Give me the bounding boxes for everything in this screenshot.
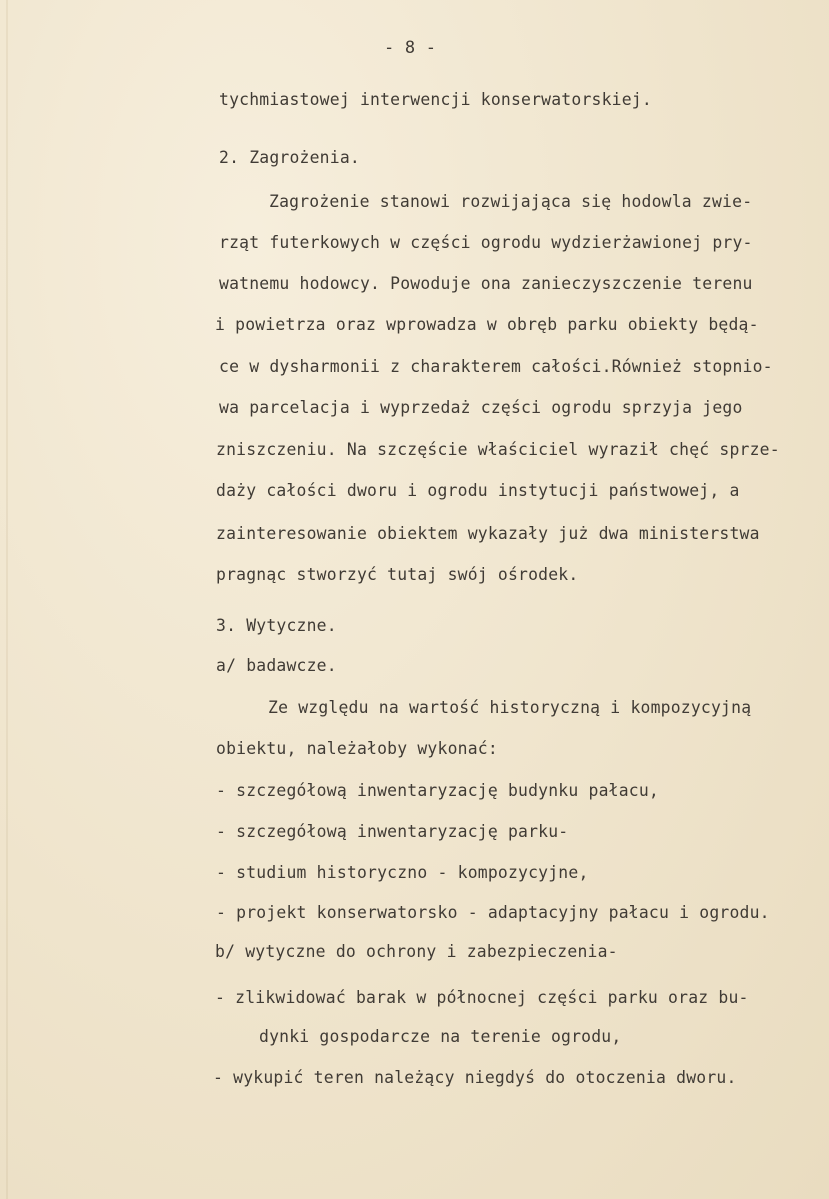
section-heading: 3. Wytyczne. <box>216 616 337 635</box>
section-heading: 2. Zagrożenia. <box>219 148 360 167</box>
text-line: obiektu, należałoby wykonać: <box>216 739 498 758</box>
list-item: - studium historyczno - kompozycyjne, <box>216 863 589 882</box>
paper-fold <box>6 0 8 1199</box>
list-item: - projekt konserwatorsko - adaptacyjny pałacu i ogrodu. <box>216 903 770 922</box>
text-line: daży całości dworu i ogrodu instytucji państwowej, a <box>216 481 740 500</box>
text-line: Ze względu na wartość historyczną i kompozycyjną <box>268 698 752 717</box>
list-item: - zlikwidować barak w północnej części parku oraz bu- <box>215 988 749 1007</box>
text-line: Zagrożenie stanowi rozwijająca się hodowla zwie- <box>269 192 753 211</box>
text-line: rząt futerkowych w części ogrodu wydzierżawionej pry- <box>219 233 753 252</box>
text-line: watnemu hodowcy. Powoduje ona zanieczyszczenie terenu <box>219 274 753 293</box>
text-line: i powietrza oraz wprowadza w obręb parku obiekty będą- <box>215 315 759 334</box>
subsection-heading: b/ wytyczne do ochrony i zabezpieczenia- <box>215 942 618 961</box>
text-line: zniszczeniu. Na szczęście właściciel wyraził chęć sprze- <box>216 440 780 459</box>
list-item: - szczegółową inwentaryzację budynku pałacu, <box>216 781 659 800</box>
text-line: dynki gospodarcze na terenie ogrodu, <box>259 1027 622 1046</box>
list-item: - szczegółową inwentaryzację parku- <box>216 822 569 841</box>
text-line: wa parcelacja i wyprzedaż części ogrodu sprzyja jego <box>219 398 743 417</box>
subsection-heading: a/ badawcze. <box>216 656 337 675</box>
list-item: - wykupić teren należący niegdyś do otoczenia dworu. <box>213 1068 737 1087</box>
text-line: tychmiastowej interwencji konserwatorskiej. <box>219 90 652 109</box>
text-line: pragnąc stworzyć tutaj swój ośrodek. <box>216 565 579 584</box>
text-line: ce w dysharmonii z charakterem całości.Również stopnio- <box>219 357 773 376</box>
page-number: - 8 - <box>384 38 437 58</box>
text-line: zainteresowanie obiektem wykazały już dwa ministerstwa <box>216 524 760 543</box>
